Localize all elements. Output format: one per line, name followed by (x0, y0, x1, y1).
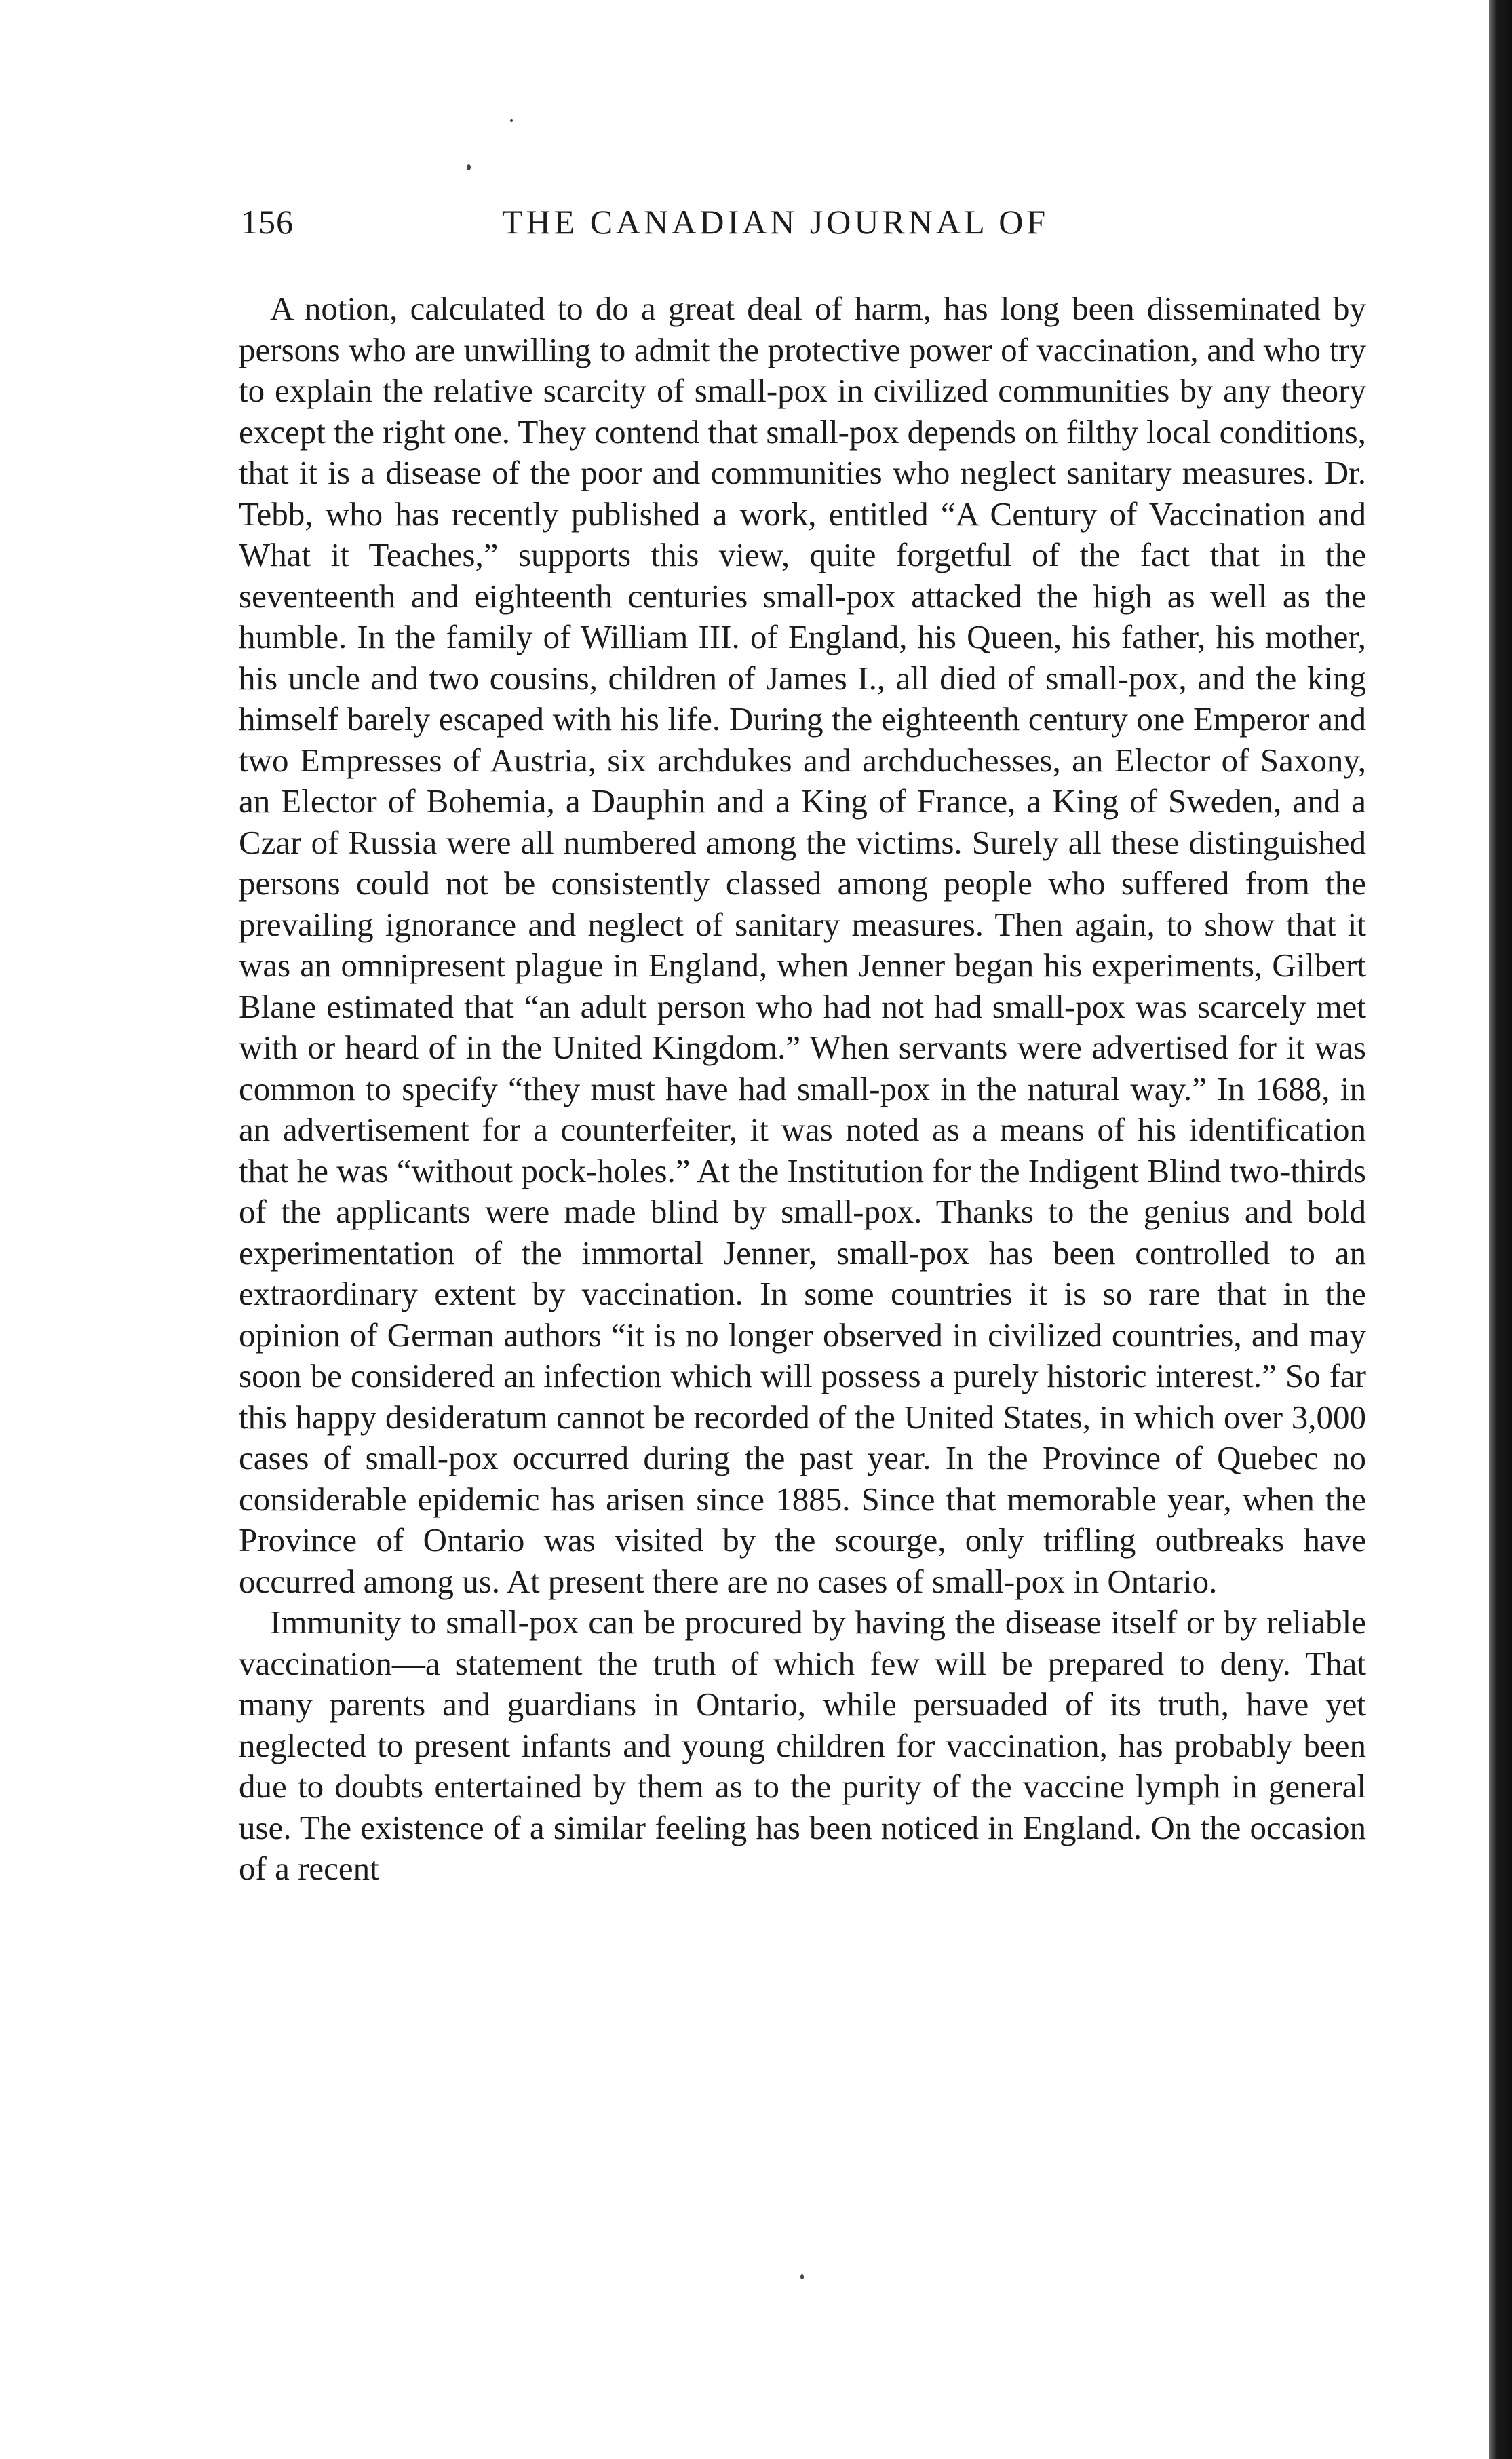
scan-speck (800, 2274, 804, 2279)
page-number: 156 (241, 203, 294, 241)
running-head: THE CANADIAN JOURNAL OF (502, 203, 1049, 241)
paragraph: A notion, calculated to do a great deal of harm, has long been disseminated by persons who are unwilling to admit the protective power of vaccination, and who try to explain the relative scarcity of small-pox in civilized communities by any theory except the right one. They contend that small-pox depends on filthy local conditions, that it is a disease of the poor and communities who neglect sanitary measures. Dr. Tebb, who has recently published a work, entitled “A Century of Vaccination and What it Teaches,” supports this view, quite forgetful of the fact that in the seventeenth and eighteenth centuries small-pox attacked the high as well as the humble. In the family of William III. of England, his Queen, his father, his mother, his uncle and two cousins, children of James I., all died of small-pox, and the king himself barely escaped with his life. During the eighteenth century one Emperor and two Empresses of Austria, six archdukes and archduchesses, an Elector of Saxony, an Elector of Bohemia, a Dauphin and a King of France, a King of Sweden, and a Czar of Russia were all numbered among the victims. Surely all these distinguished persons could not be consistently classed among people who suffered from the prevailing ignorance and neglect of sanitary measures. Then again, to show that it was an omnipresent plague in England, when Jenner began his experiments, Gilbert Blane estimated that “an adult person who had not had small-pox was scarcely met with or heard of in the United Kingdom.” When servants were advertised for it was common to specify “they must have had small-pox in the natural way.” In 1688, in an advertisement for a counterfeiter, it was noted as a means of his identification that he was “without pock-holes.” At the Institution for the Indigent Blind two-thirds of the applicants were made blind by small-pox. Thanks to the genius and bold experimentation of the immortal Jenner, small-pox has been controlled to an extraordinary extent by vaccination. In some countries it is so rare that in the opinion of German authors “it is no longer observed in civilized countries, and may soon be considered an infection which will possess a purely historic interest.” So far this happy desideratum cannot be recorded of the United States, in which over 3,000 cases of small-pox occurred during the past year. In the Province of Quebec no considerable epidemic has arisen since 1885. Since that memorable year, when the Province of Ontario was visited by the scourge, only trifling outbreaks have occurred among us. At present there are no cases of small-pox in Ontario. (239, 290, 1366, 1600)
scan-edge-shadow (1489, 0, 1512, 2459)
page-header (241, 202, 1367, 256)
scan-speck (510, 119, 513, 122)
article-body (239, 288, 1366, 1890)
scan-speck (467, 164, 471, 170)
paragraph: Immunity to small-pox can be procured by having the disease itself or by reliable vaccination—a statement the truth of which few will be prepared to deny. That many parents and guardians in Ontario, while persuaded of its truth, have yet neglected to present infants and young children for vaccination, has probably been due to doubts entertained by them as to the purity of the vaccine lymph in general use. The existence of a similar feeling has been noticed in England. On the occasion of a recent (239, 1603, 1366, 1887)
